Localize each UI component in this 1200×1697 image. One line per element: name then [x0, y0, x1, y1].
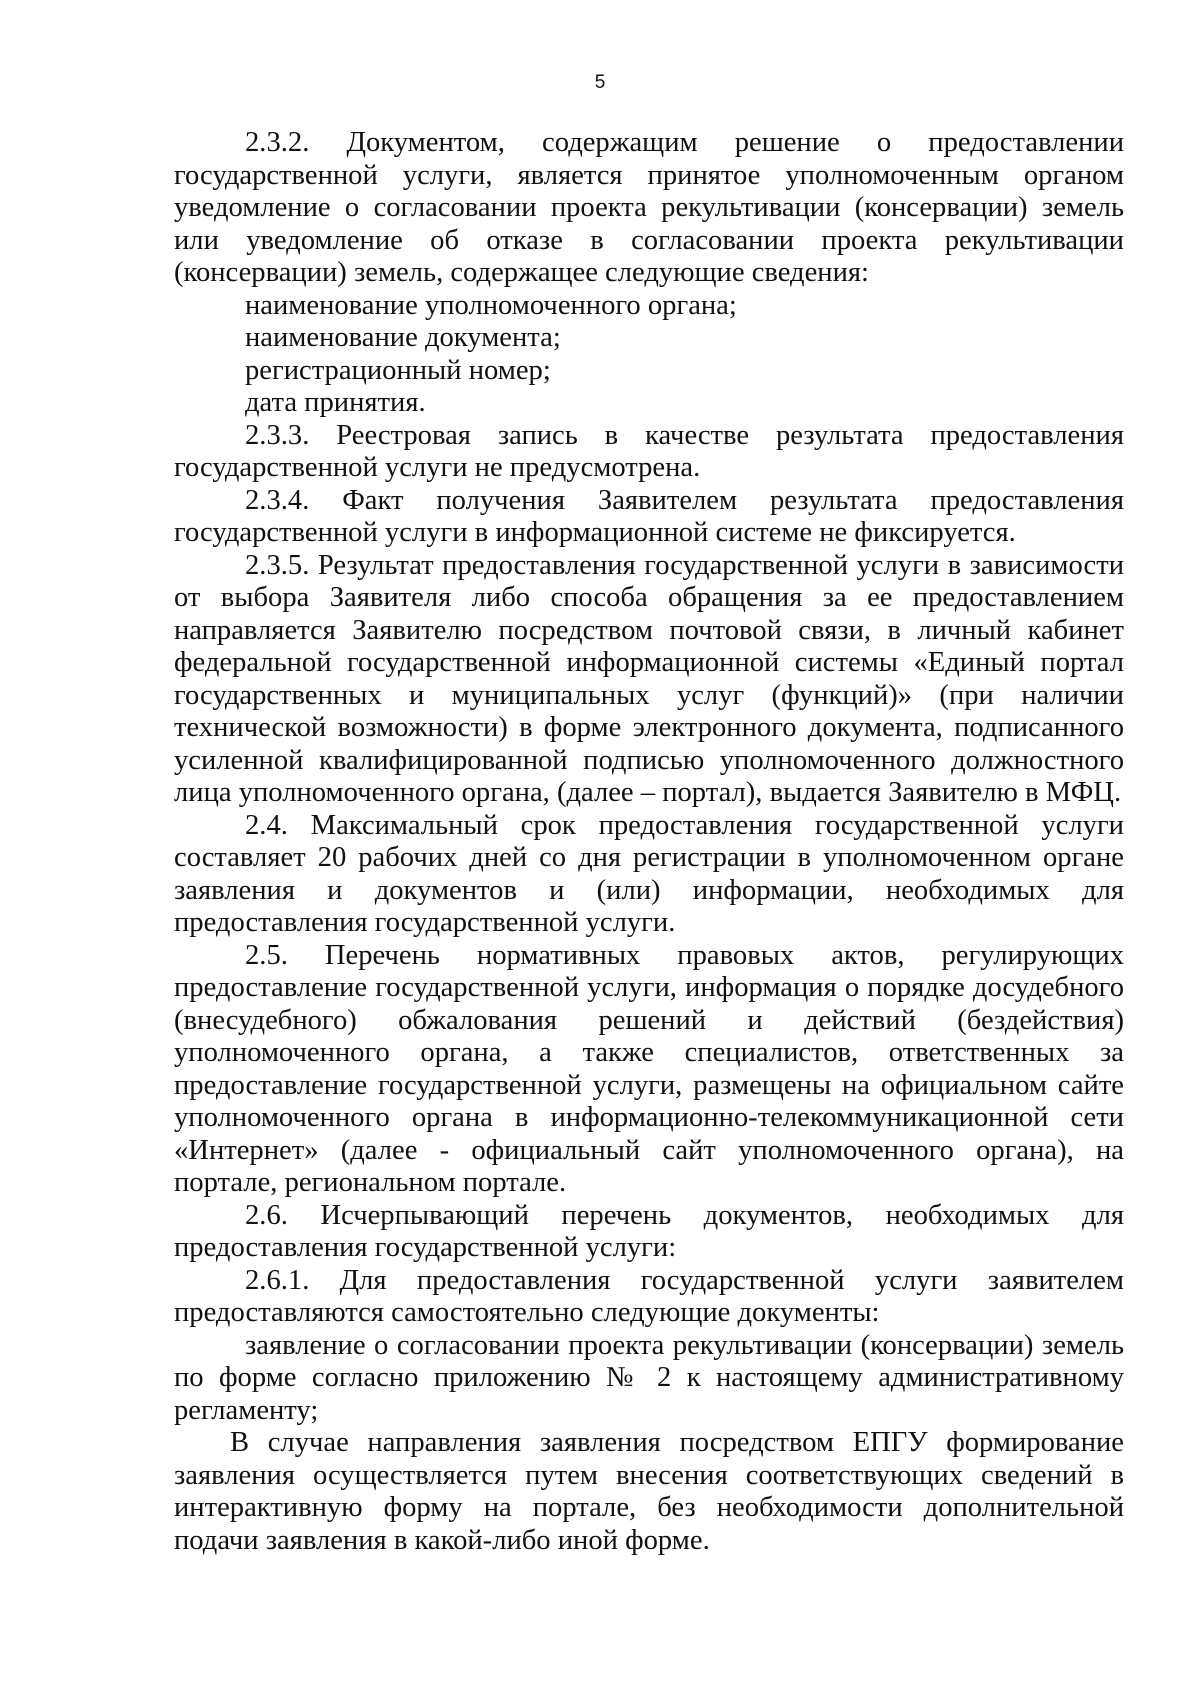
list-item-adoption-date: дата принятия.: [245, 387, 426, 418]
paragraph-epgu: В случае направления заявления посредством ЕПГУ формирование заявления осуществляется путем внесения соответствующих сведений в интерактивную форму на портале, без необходимости дополнительной подачи заявления в какой-либо иной форме.: [174, 1427, 1124, 1556]
paragraph-2-3-3: 2.3.3. Реестровая запись в качестве результата предоставления государственной услуги не предусмотрена.: [174, 419, 1124, 483]
paragraph-2-3-4: 2.3.4. Факт получения Заявителем результата предоставления государственной услуги в информационной системе не фиксируется.: [174, 484, 1124, 548]
page-number: 5: [594, 72, 606, 93]
list-item-registration-number: регистрационный номер;: [245, 354, 551, 386]
paragraph-2-5: 2.5. Перечень нормативных правовых актов, регулирующих предоставление государственной услуги, информация о порядке досудебного (внесудебного) обжалования решений и действий (бездействия) уполномоченного органа, а также специалистов, ответственных за предоставление государственной услуги, размещены на официальном сайте уполномоченного органа в информационно-телекоммуникационной сети «Интернет» (далее - официальный сайт уполномоченного органа), на портале, региональном портале.: [174, 939, 1124, 1198]
list-item-document-name: наименование документа;: [245, 322, 561, 353]
paragraph-2-6: 2.6. Исчерпывающий перечень документов, необходимых для предоставления государственной услуги:: [174, 1199, 1124, 1263]
document-body: [174, 127, 1124, 1557]
paragraph-2-4: 2.4. Максимальный срок предоставления государственной услуги составляет 20 рабочих дней со дня регистрации в уполномоченном органе заявления и документов и (или) информации, необходимых для предоставления государственной услуги.: [174, 809, 1124, 938]
list-item-authority-name: наименование уполномоченного органа;: [245, 289, 737, 321]
paragraph-2-3-2: 2.3.2. Документом, содержащим решение о предоставлении государственной услуги, является принятое уполномоченным органом уведомление о согласовании проекта рекультивации (консервации) земель или уведомление об отказе в согласовании проекта рекультивации (консервации) земель, содержащее следующие сведения:: [174, 127, 1124, 288]
paragraph-2-3-5: 2.3.5. Результат предоставления государственной услуги в зависимости от выбора Заявителя либо способа обращения за ее предоставлением направляется Заявителю посредством почтовой связи, в личный кабинет федеральной государственной информационной системы «Единый портал государственных и муниципальных услуг (функций)» (при наличии технической возможности) в форме электронного документа, подписанного усиленной квалифицированной подписью уполномоченного должностного лица уполномоченного органа, (далее – портал), выдается Заявителю в МФЦ.: [174, 549, 1124, 808]
paragraph-2-6-1: 2.6.1. Для предоставления государственной услуги заявителем предоставляются самостоятельно следующие документы:: [174, 1264, 1124, 1328]
paragraph-application: заявление о согласовании проекта рекультивации (консервации) земель по форме согласно приложению № 2 к настоящему административному регламенту;: [174, 1329, 1124, 1426]
